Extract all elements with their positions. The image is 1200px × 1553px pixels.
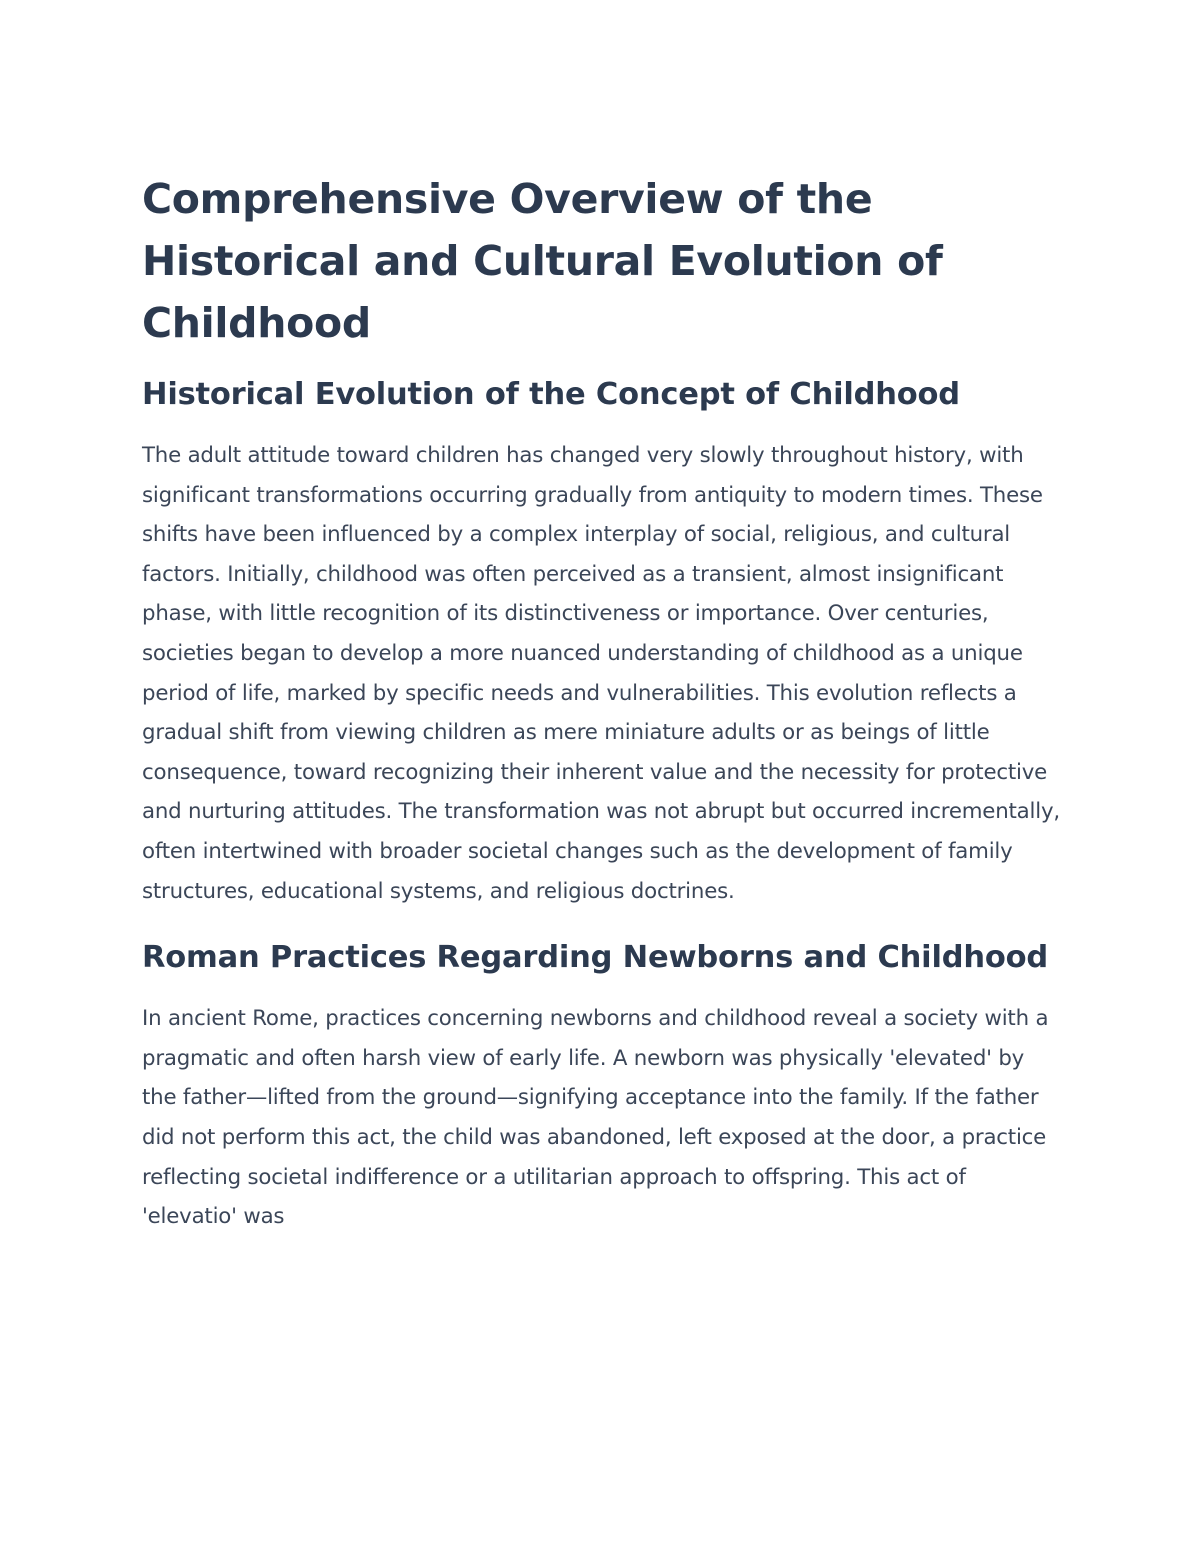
- document-title: Comprehensive Overview of the Historical and Cultural Evolution of Childhood: [142, 175, 943, 347]
- section-paragraph-historical-evolution: The adult attitude toward children has changed very slowly throughout history, with significant transformations occurring gradually from antiquity to modern times. These shifts have been influenced by a complex interplay of social, religious, and cultural factors. Initially, childhood was often perceived as a transient, almost insignificant phase, with little recognition of its distinctiveness or importance. Over centuries, societies began to develop a more nuanced understanding of childhood as a unique period of life, marked by specific needs and vulnerabilities. This evolution reflects a gradual shift from viewing children as mere miniature adults or as beings of little consequence, toward recognizing their inherent value and the necessity for protective and nurturing attitudes. The transformation was not abrupt but occurred incrementally, often intertwined with broader societal changes such as the development of family structures, educational systems, and religious doctrines.: [142, 443, 1060, 904]
- document-content: [142, 168, 1062, 1237]
- section-paragraph-roman-practices: In ancient Rome, practices concerning newborns and childhood reveal a society with a pragmatic and often harsh view of early life. A newborn was physically 'elevated' by the father—lifted from the ground—signifying acceptance into the family. If the father did not perform this act, the child was abandoned, left exposed at the door, a practice reflecting societal indifference or a utilitarian approach to offspring. This act of 'elevatio' was: [142, 1006, 1049, 1230]
- section-heading-historical-evolution: Historical Evolution of the Concept of Childhood: [142, 377, 960, 412]
- section-heading-roman-practices: Roman Practices Regarding Newborns and Childhood: [142, 940, 1048, 976]
